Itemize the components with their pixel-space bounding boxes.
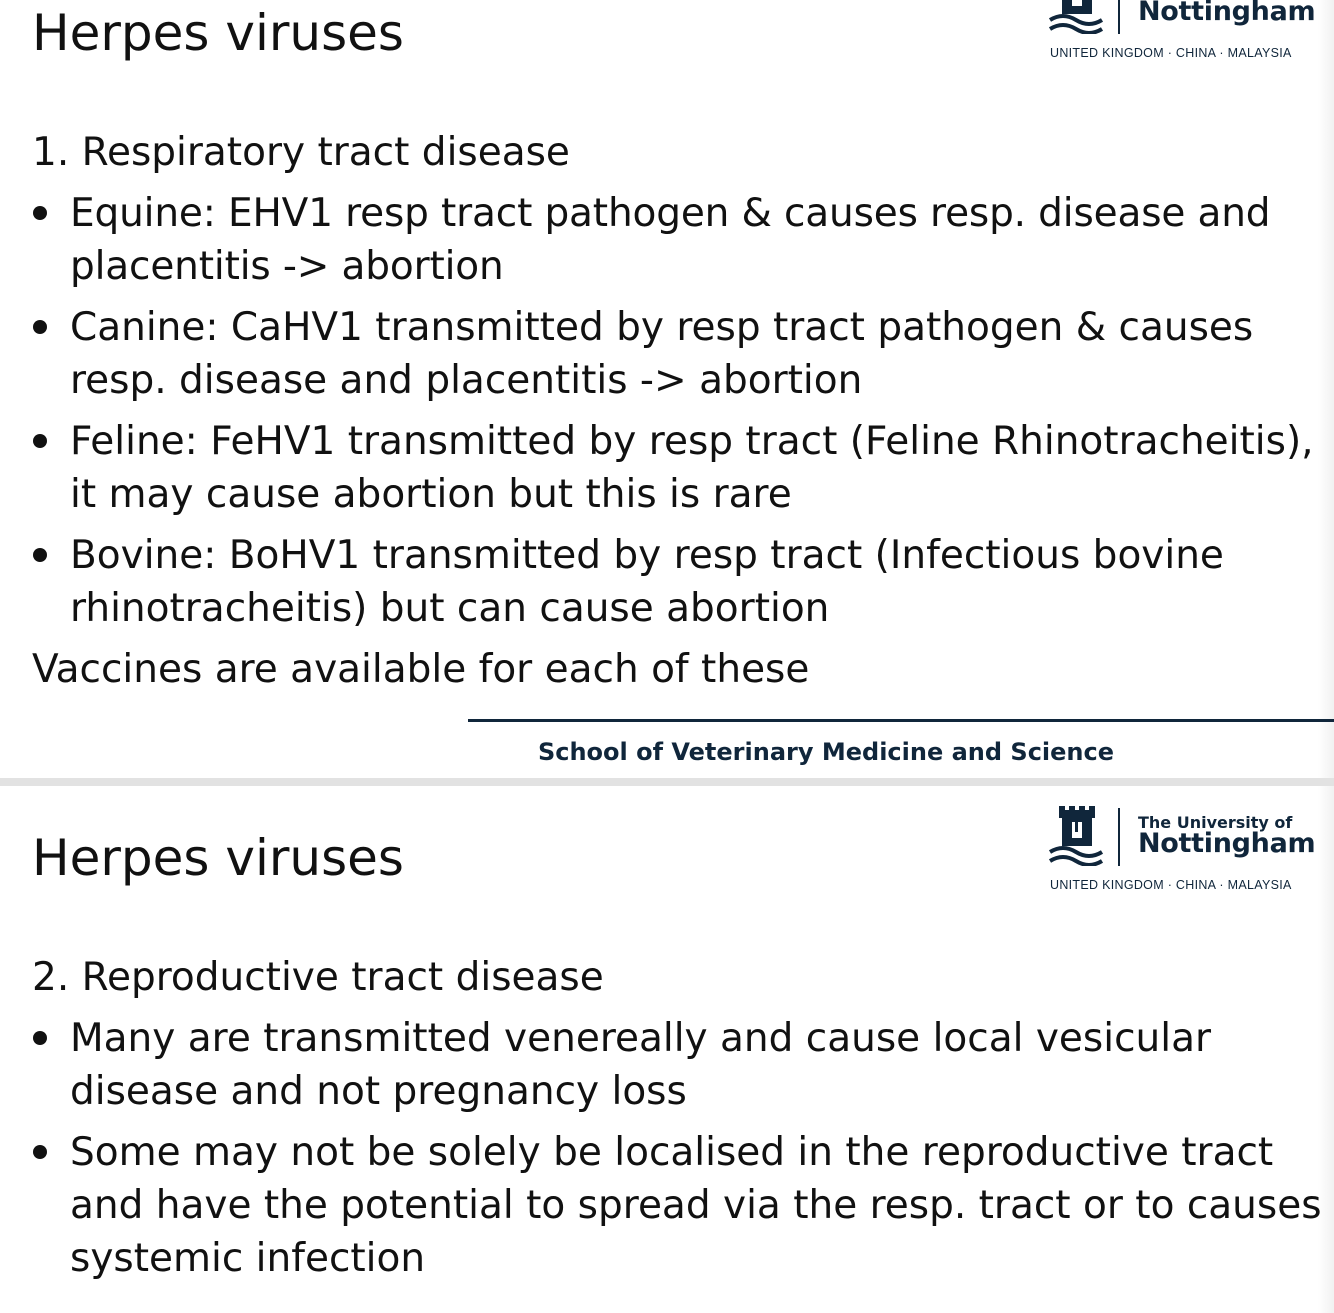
bullet-text: Bovine: BoHV1 transmitted by resp tract (Infectious bovine rhinotracheitis) but can cause abortion [70,533,1224,631]
vaccines-note: Vaccines are available for each of these [32,647,810,692]
logo-divider [1118,0,1120,34]
logo-divider [1118,808,1120,866]
logo-tagline: UNITED KINGDOM · CHINA · MALAYSIA [1050,46,1292,60]
bullet-item-systemic [32,1126,1322,1285]
section-heading: 2. Reproductive tract disease [32,955,604,1000]
footer-divider [468,719,1334,722]
bullet-item-bovine [32,529,1322,635]
bullet-dot-icon [33,1031,47,1045]
bullet-text: Some may not be solely be localised in the reproductive tract and have the potential to spread via the resp. tract or to causes systemic infection [70,1130,1322,1281]
bullet-dot-icon [33,320,47,334]
slide-title: Herpes viruses [32,4,404,62]
section-heading: 1. Respiratory tract disease [32,130,570,175]
castle-crest-icon [1048,0,1104,34]
bullet-dot-icon [33,434,47,448]
bullet-text: Canine: CaHV1 transmitted by resp tract pathogen & causes resp. disease and placentitis -> abortion [70,305,1254,403]
logo-university-of: The University of [1138,813,1293,832]
footer-school-name: School of Veterinary Medicine and Science [537,738,1115,766]
slide-title: Herpes viruses [32,829,404,887]
logo-nottingham: Nottingham [1138,828,1316,859]
bullet-text: Equine: EHV1 resp tract pathogen & causes resp. disease and placentitis -> abortion [70,191,1271,289]
slide-body [32,126,1322,696]
bullet-dot-icon [33,206,47,220]
castle-crest-icon [1048,806,1104,866]
university-logo [1048,806,1328,896]
logo-nottingham: Nottingham [1138,0,1316,27]
slide-reproductive [0,786,1334,1313]
bullet-list [32,1012,1322,1285]
bullet-dot-icon [33,548,47,562]
bullet-item-venereal [32,1012,1322,1118]
bullet-dot-icon [33,1145,47,1159]
bullet-item-canine [32,301,1322,407]
bullet-text: Many are transmitted venereally and cause local vesicular disease and not pregnancy loss [70,1016,1211,1114]
bullet-item-equine [32,187,1322,293]
bullet-text: Feline: FeHV1 transmitted by resp tract (Feline Rhinotracheitis), it may cause abortion but this is rare [70,419,1314,517]
bullet-item-feline [32,415,1322,521]
bullet-list [32,187,1322,635]
slide-body [32,951,1322,1293]
logo-tagline: UNITED KINGDOM · CHINA · MALAYSIA [1050,878,1292,892]
university-logo [1048,0,1328,64]
slide-separator [0,778,1334,786]
